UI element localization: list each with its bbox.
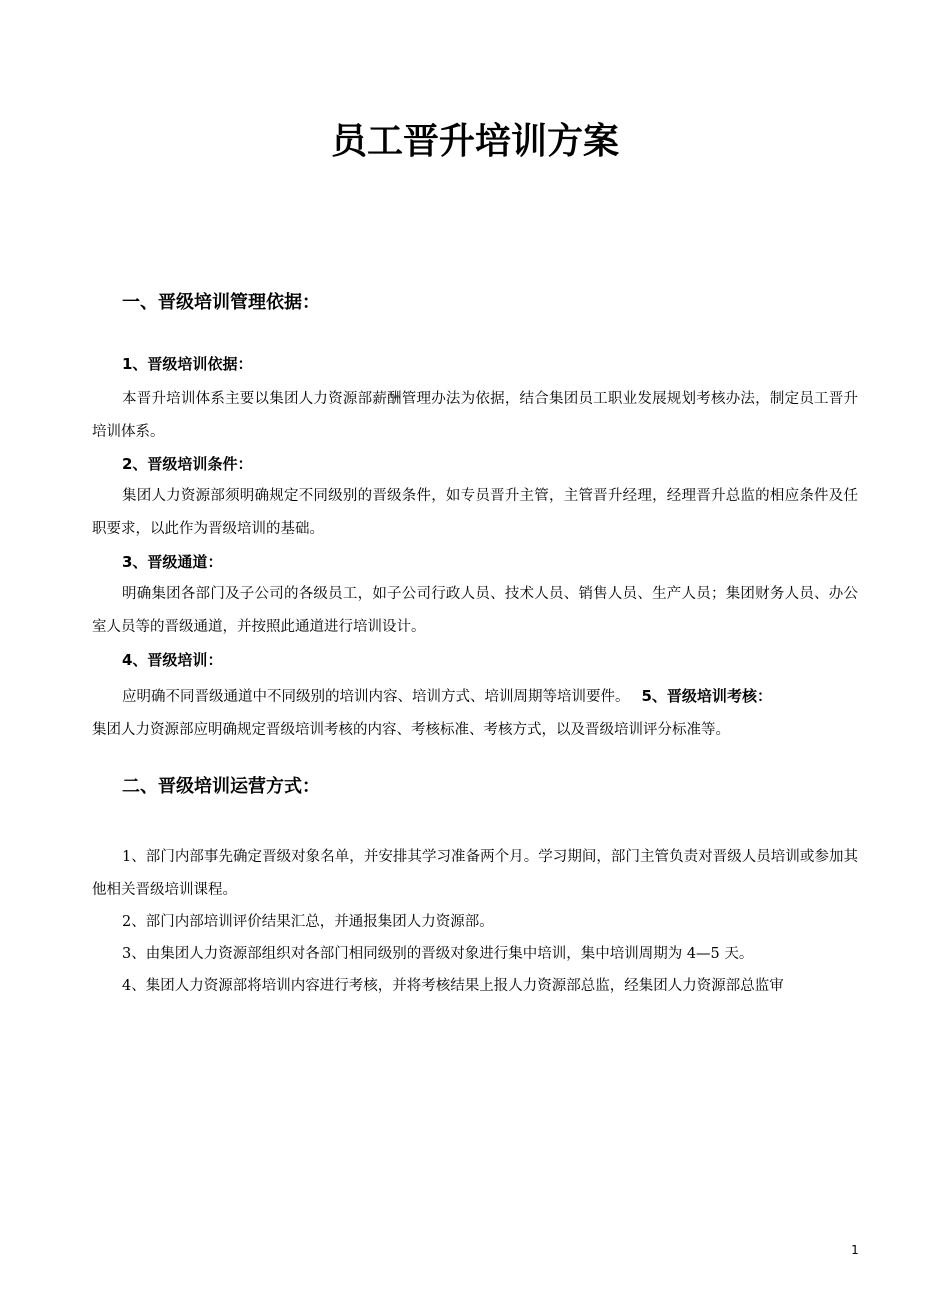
item-4-heading: 4、晋级培训： [122, 651, 223, 669]
item-5-heading: 5、晋级培训考核： [641, 687, 772, 705]
item-2-heading: 2、晋级培训条件： [122, 455, 253, 473]
item-1-heading: 1、晋级培训依据： [122, 355, 253, 373]
item-4-text [92, 680, 858, 747]
item-2-text: 集团人力资源部须明确规定不同级别的晋级条件，如专员晋升主管，主管晋升经理，经理晋升总监的相应条件及任职要求，以此作为晋级培训的基础。 [92, 488, 858, 537]
operation-paragraph-3: 3、由集团人力资源部组织对各部门相同级别的晋级对象进行集中培训，集中培训周期为 4—5 天。 [122, 946, 754, 962]
item-5-text: 集团人力资源部应明确规定晋级培训考核的内容、考核标准、考核方式，以及晋级培训评分标准等。 [92, 722, 730, 738]
operation-paragraph-4: 4、集团人力资源部将培训内容进行考核，并将考核结果上报人力资源部总监，经集团人力资源部总监审 [122, 978, 784, 994]
item-3-text: 明确集团各部门及子公司的各级员工，如子公司行政人员、技术人员、销售人员、生产人员；集团财务人员、办公室人员等的晋级通道，并按照此通道进行培训设计。 [92, 586, 858, 635]
item-4-body: 应明确不同晋级通道中不同级别的培训内容、培训方式、培训周期等培训要件。 [122, 689, 630, 705]
item-1-text: 本晋升培训体系主要以集团人力资源部薪酬管理办法为依据，结合集团员工职业发展规划考核办法，制定员工晋升培训体系。 [92, 391, 858, 440]
page-number: 1 [851, 1243, 859, 1257]
operation-paragraph-2: 2、部门内部培训评价结果汇总，并通报集团人力资源部。 [122, 914, 494, 930]
section-1-heading: 一、晋级培训管理依据： [122, 292, 320, 313]
document-title: 员工晋升培训方案 [330, 121, 619, 162]
item-3-heading: 3、晋级通道： [122, 553, 223, 571]
section-2-heading: 二、晋级培训运营方式： [122, 776, 320, 797]
operation-paragraph-1: 1、部门内部事先确定晋级对象名单，并安排其学习准备两个月。学习期间，部门主管负责对晋级人员培训或参加其他相关晋级培训课程。 [92, 849, 858, 898]
